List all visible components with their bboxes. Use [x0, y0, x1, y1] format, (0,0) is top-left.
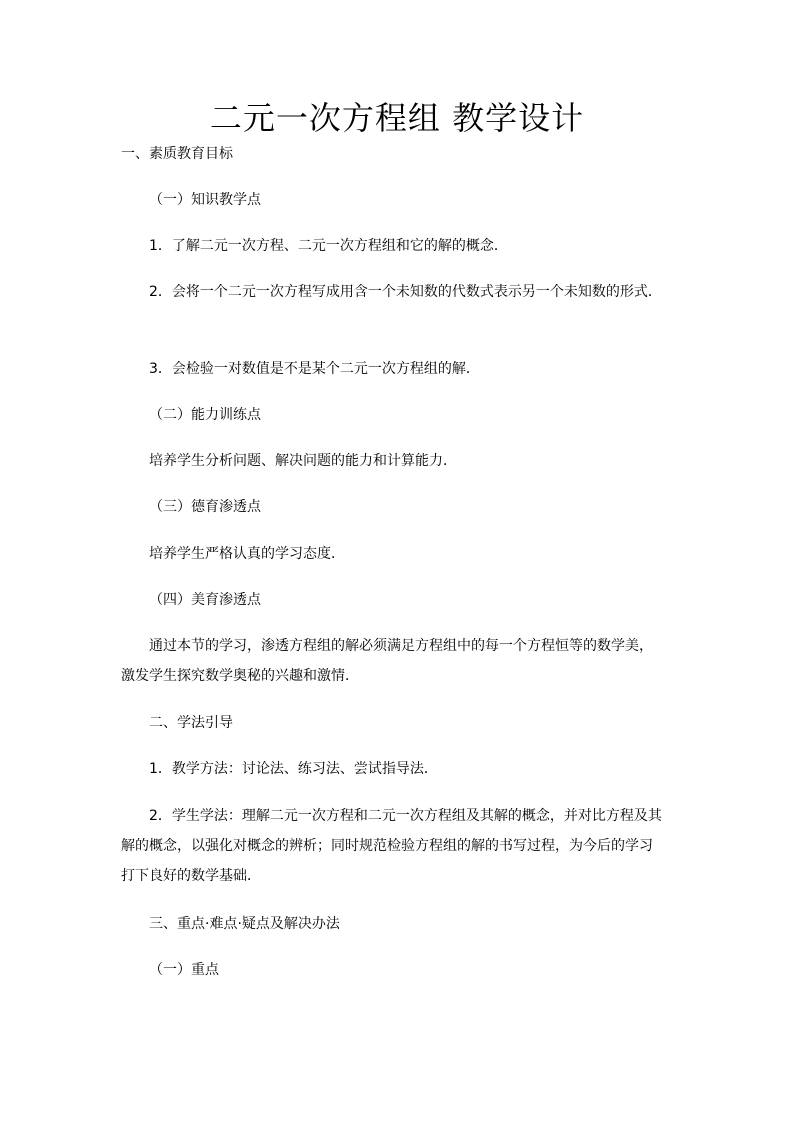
section2-item1: 1．教学方法：讨论法、练习法、尝试指导法． [149, 761, 438, 777]
section1-item2: 2．会将一个二元一次方程写成用含一个未知数的代数式表示另一个未知数的形式． [149, 284, 662, 300]
section1-sub4-heading: （四）美育渗透点 [149, 592, 261, 608]
section1-item1: 1．了解二元一次方程、二元一次方程组和它的解的概念． [149, 238, 508, 254]
section3-sub1-heading: （一）重点 [149, 962, 219, 978]
section1-item3: 3．会检验一对数值是不是某个二元一次方程组的解． [149, 361, 480, 377]
section3-heading: 三、重点·难点·疑点及解决办法 [149, 916, 340, 932]
section1-sub3-heading: （三）德育渗透点 [149, 499, 261, 515]
section1-sub4-text: 通过本节的学习，渗透方程组的解必须满足方程组中的每一个方程恒等的数学美，激发学生探究数学奥秘的兴趣和激情． [121, 638, 653, 684]
document-title: 二元一次方程组 教学设计 [209, 99, 585, 137]
section2-heading: 二、学法引导 [149, 715, 233, 731]
section1-heading: 一、素质教育目标 [121, 146, 233, 162]
section1-sub2-text: 培养学生分析问题、解决问题的能力和计算能力． [149, 453, 457, 469]
section2-item2: 2．学生学法：理解二元一次方程和二元一次方程组及其解的概念，并对比方程及其解的概念，以强化对概念的辨析；同时规范检验方程组的解的书写过程，为今后的学习打下良好的数学基础． [121, 808, 662, 884]
section1-sub2-heading: （二）能力训练点 [149, 407, 261, 423]
section1-sub3-text: 培养学生严格认真的学习态度． [149, 546, 345, 562]
section1-sub1-heading: （一）知识教学点 [149, 192, 261, 208]
